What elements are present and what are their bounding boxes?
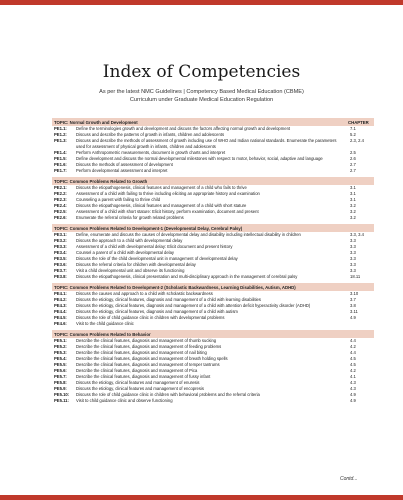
chapter-reference xyxy=(350,321,374,327)
chapter-reference: 2.7 xyxy=(350,168,356,173)
competency-code: PE4.1: xyxy=(54,291,67,296)
chapter-reference: 3.2 xyxy=(350,215,356,220)
competency-description: Discuss the etiopathogenesis, clinical presentation and multi-disciplinary approach in the management of cerebral palsy xyxy=(76,274,298,279)
chapter-reference: 4.5 xyxy=(350,362,356,367)
chapter-reference: 2.5 xyxy=(350,150,356,155)
topic-header xyxy=(52,177,374,185)
chapter-reference: 3.7 xyxy=(350,297,356,302)
topic-title: TOPIC: Common Problems Related to Growth xyxy=(54,178,148,184)
competency-code: PE5.1: xyxy=(54,338,67,343)
competency-description: Discuss and describe the methods of assessment of growth including use of WHO and Indian national standards. Enumerate the parameters used for assessment of physical growth in infants, children and adolescents xyxy=(76,138,337,149)
competency-description: Discuss the referral criteria for children with developmental delay xyxy=(76,262,196,267)
competency-row xyxy=(52,168,374,174)
bottom-accent-stripe xyxy=(0,495,403,500)
competency-code: PE2.3: xyxy=(54,197,67,202)
chapter-reference: 3.2 xyxy=(350,209,356,214)
topic-title: TOPIC: Normal Growth and Development xyxy=(54,119,138,125)
competency-code: PE4.4: xyxy=(54,309,67,314)
chapter-reference: 4.2 xyxy=(350,368,356,373)
competency-code: PE3.5: xyxy=(54,256,67,261)
chapter-reference: 4.4 xyxy=(350,338,356,343)
competency-code: PE1.4: xyxy=(54,150,67,155)
competency-description: Counsel a parent of a child with developmental delay xyxy=(76,250,175,255)
competency-code: PE3.6: xyxy=(54,262,67,267)
competency-code: PE5.10: xyxy=(54,392,70,397)
topic-section xyxy=(52,118,374,174)
chapter-reference: 3.8 xyxy=(350,303,356,308)
chapter-reference: 4.3 xyxy=(350,380,356,385)
competency-row xyxy=(52,398,374,404)
chapter-reference: 3.3 xyxy=(350,256,356,261)
chapter-reference: 3.3 xyxy=(350,238,356,243)
competency-table xyxy=(52,116,374,407)
competency-code: PE1.6: xyxy=(54,162,67,167)
topic-section xyxy=(52,177,374,221)
competency-row xyxy=(52,215,374,221)
competency-code: PE4.5: xyxy=(54,315,67,320)
topic-header xyxy=(52,283,374,291)
competency-description: Define the terminologies growth and development and discuss the factors affecting normal growth and development xyxy=(76,126,291,131)
competency-code: PE5.4: xyxy=(54,356,67,361)
chapter-reference: 3.3 xyxy=(350,244,356,249)
chapter-reference: 4.9 xyxy=(350,398,356,403)
chapter-reference: 4.4 xyxy=(350,350,356,355)
chapter-reference: 4.1 xyxy=(350,374,356,379)
chapter-reference: 3.10 xyxy=(350,291,359,296)
competency-description: Describe the clinical features, diagnosis and management of nail biting xyxy=(76,350,207,355)
competency-description: Discuss and describe the patterns of growth in infants, children and adolescents xyxy=(76,132,225,137)
competency-description: Perform developmental assessment and interpret xyxy=(76,168,168,173)
continued-label: Contd... xyxy=(340,476,358,482)
subtitle-line-2: Curriculum under Graduate Medical Education Regulation xyxy=(129,97,274,103)
competency-description: Perform Anthropometric measurements, document in growth charts and interpret xyxy=(76,150,226,155)
chapter-reference: 4.2 xyxy=(350,344,356,349)
competency-code: PE2.2: xyxy=(54,191,67,196)
competency-row xyxy=(52,321,374,327)
chapter-reference: 3.3, 3.4 xyxy=(350,232,364,237)
competency-code: PE1.7: xyxy=(54,168,67,173)
competency-description: Describe the clinical features, diagnosis and management of fussy infant xyxy=(76,374,211,379)
chapter-reference: 3.11 xyxy=(350,309,358,314)
chapter-reference: 7.1 xyxy=(350,126,356,131)
competency-description: Discuss the etiology, clinical features and management of enuresis xyxy=(76,380,200,385)
chapter-reference: 4.5 xyxy=(350,356,356,361)
competency-code: PE5.7: xyxy=(54,374,67,379)
chapter-reference: 3.3 xyxy=(350,268,356,273)
chapter-reference: 3.3 xyxy=(350,250,356,255)
chapter-reference: 4.9 xyxy=(350,392,356,397)
competency-description: Visit a child developmental unit and observe its functioning xyxy=(76,268,185,273)
topic-title: TOPIC: Common Problems Related to Development-2 (Scholastic Backwardness, Learning Disabilities, Autism, ADHD) xyxy=(54,284,296,290)
competency-description: Describe the clinical features, diagnosis and management of breath holding spells xyxy=(76,356,228,361)
competency-description: Discuss the etiopathogenesis, clinical features and management of a child who fails to thrive xyxy=(76,185,247,190)
top-accent-stripe xyxy=(0,0,403,5)
competency-description: Describe the clinical features, diagnosis and management of thumb sucking xyxy=(76,338,217,343)
competency-code: PE5.6: xyxy=(54,368,67,373)
competency-description: Discuss the role of child guidance clinic in children with developmental problems xyxy=(76,315,225,320)
competency-description: Discuss the etiology, clinical features, diagnosis and management of a child with attention deficit hyperactivity disorder (ADHD) xyxy=(76,303,311,308)
competency-row xyxy=(52,138,374,150)
topic-section xyxy=(52,224,374,280)
competency-description: Discuss the etiopathogenesis, clinical features and management of a child with short stature xyxy=(76,203,247,208)
chapter-reference: 3.1 xyxy=(350,185,356,190)
competency-code: PE3.1: xyxy=(54,232,67,237)
competency-code: PE1.5: xyxy=(54,156,67,161)
competency-description: Assessment of a child with failing to thrive including eliciting an appropriate history and examination xyxy=(76,191,260,196)
competency-description: Describe the clinical features, diagnosis and management of temper tantrums xyxy=(76,362,220,367)
chapter-reference: 2.3, 2.4 xyxy=(350,138,364,143)
subtitle-line-1: As per the latest NMC Guidelines | Competency Based Medical Education (CBME) xyxy=(99,89,304,95)
competency-code: PE4.2: xyxy=(54,297,67,302)
competency-code: PE2.4: xyxy=(54,203,67,208)
competency-code: PE5.9: xyxy=(54,386,67,391)
topic-header xyxy=(52,118,374,126)
chapter-reference: 18.11 xyxy=(350,274,361,279)
competency-description: Enumerate the referral criteria for growth related problems xyxy=(76,215,184,220)
page-subtitle xyxy=(0,88,403,104)
competency-code: PE4.3: xyxy=(54,303,67,308)
competency-description: Visit to child guidance clinic and observe functioning xyxy=(76,398,173,403)
competency-description: Discuss the etiology, clinical features and management of encopresis xyxy=(76,386,204,391)
chapter-reference: 4.9 xyxy=(350,315,356,320)
competency-description: Discuss the methods of assessment of development xyxy=(76,162,173,167)
topic-title: TOPIC: Common Problems Related to Development-1 (Developmental Delay, Cerebral Palsy) xyxy=(54,225,243,231)
competency-row xyxy=(52,274,374,280)
competency-description: Visit to the child guidance clinic xyxy=(76,321,134,326)
competency-description: Define development and discuss the normal developmental milestones with respect to motor, behavior, social, adaptive and language xyxy=(76,156,323,161)
competency-code: PE3.3: xyxy=(54,244,67,249)
competency-description: Discuss the etiology, clinical features, diagnosis and management of a child with learning disabilities xyxy=(76,297,261,302)
competency-code: PE2.5: xyxy=(54,209,67,214)
chapter-reference: 3.3 xyxy=(350,262,356,267)
competency-code: PE1.1: xyxy=(54,126,67,131)
competency-code: PE5.8: xyxy=(54,380,67,385)
chapter-reference: 3.2 xyxy=(350,203,356,208)
topic-section xyxy=(52,330,374,404)
chapter-reference: 2.7 xyxy=(350,162,356,167)
topic-header xyxy=(52,224,374,232)
competency-code: PE2.1: xyxy=(54,185,67,190)
competency-description: Counseling a parent with failing to thrive child xyxy=(76,197,161,202)
competency-description: Discuss the role of the child developmental unit in management of developmental delay xyxy=(76,256,238,261)
competency-code: PE1.2: xyxy=(54,132,67,137)
competency-code: PE5.3: xyxy=(54,350,67,355)
chapter-reference: 3.1 xyxy=(350,197,356,202)
competency-description: Discuss the etiology, clinical features, diagnosis and management of a child with autism xyxy=(76,309,238,314)
competency-code: PE3.8: xyxy=(54,274,67,279)
competency-description: Describe the clinical features, diagnosis and management of feeding problems xyxy=(76,344,222,349)
competency-description: Discuss the approach to a child with developmental delay xyxy=(76,238,183,243)
competency-code: PE3.4: xyxy=(54,250,67,255)
chapter-reference: 3.1 xyxy=(350,191,356,196)
competency-description: Define, enumerate and discuss the causes of developmental delay and disability including intellectual disability in children xyxy=(76,232,301,237)
competency-description: Assessment of a child with developmental delay: Elicit document and present history xyxy=(76,244,233,249)
competency-code: PE3.2: xyxy=(54,238,67,243)
competency-code: PE3.7: xyxy=(54,268,67,273)
chapter-reference: 4.3 xyxy=(350,386,356,391)
competency-description: Discuss the causes and approach to a child with scholastic backwardness xyxy=(76,291,213,296)
competency-code: PE5.11: xyxy=(54,398,69,403)
chapter-reference: 2.6 xyxy=(350,156,356,161)
competency-code: PE4.6: xyxy=(54,321,67,326)
competency-code: PE1.3: xyxy=(54,138,67,143)
competency-description: Discuss the role of child guidance clinic in children with behavioral problems and the referral criteria xyxy=(76,392,260,397)
chapter-column-label: CHAPTER xyxy=(348,119,369,125)
chapter-reference: 5.2 xyxy=(350,132,356,137)
topic-title: TOPIC: Common Problems Related to Behavior xyxy=(54,331,151,337)
competency-description: Assessment of a child with short stature: Elicit history, perform examination, document and present xyxy=(76,209,259,214)
competency-code: PE5.5: xyxy=(54,362,67,367)
topic-header xyxy=(52,330,374,338)
competency-description: Describe the clinical features, diagnosis and management of Pica xyxy=(76,368,198,373)
topic-section xyxy=(52,283,374,327)
page-title: Index of Competencies xyxy=(102,62,301,82)
competency-code: PE5.2: xyxy=(54,344,67,349)
competency-code: PE2.6: xyxy=(54,215,67,220)
